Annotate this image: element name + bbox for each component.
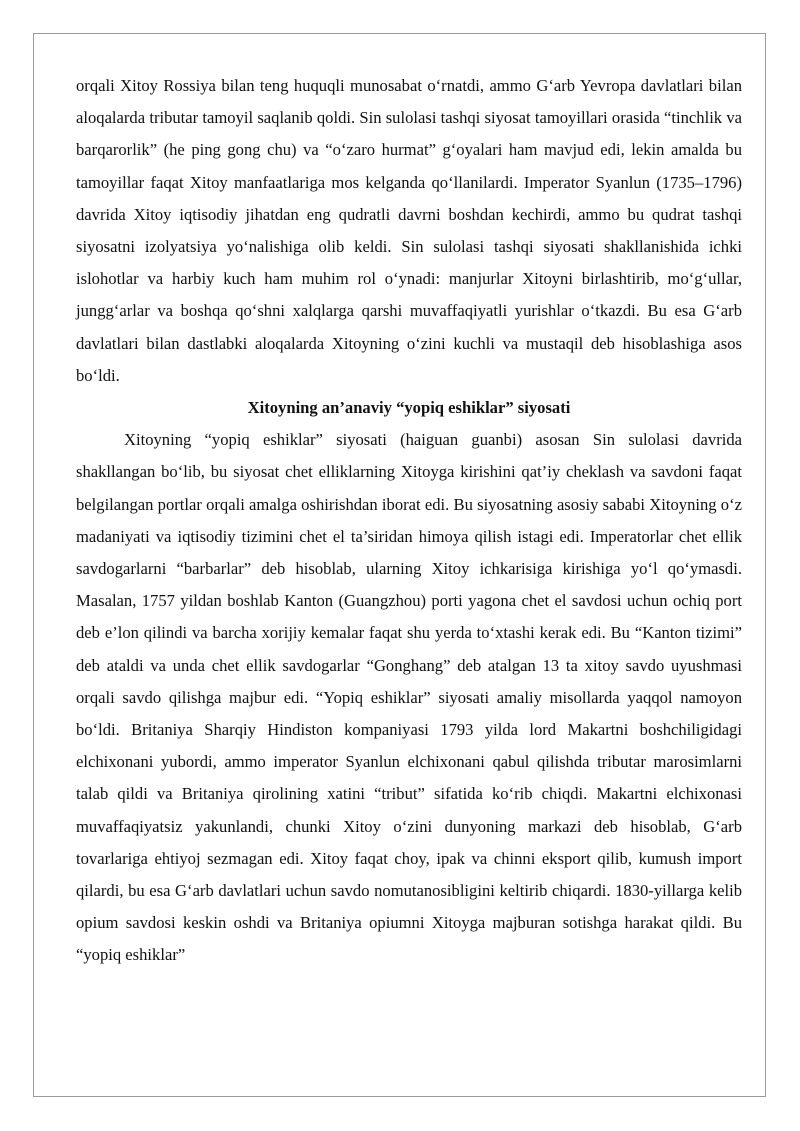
body-paragraph-2: Xitoyning “yopiq eshiklar” siyosati (haiguan guanbi) asosan Sin sulolasi davrida shakllangan bo‘lib, bu siyosat chet elliklarning Xitoyga kirishini qat’iy cheklash va savdoni faqat belgilangan portlar orqali amalga oshirishdan iborat edi. Bu siyosatning asosiy sababi Xitoyning o‘z madaniyati va iqtisodiy tizimini chet el ta’siridan himoya qilish istagi edi. Imperatorlar chet ellik savdogarlarni “barbarlar” deb hisoblab, ularning Xitoy ichkarisiga kirishiga yo‘l qo‘ymasdi. Masalan, 1757 yildan boshlab Kanton (Guangzhou) porti yagona chet el savdosi uchun ochiq port deb e’lon qilindi va barcha xorijiy kemalar faqat shu yerda to‘xtashi kerak edi. Bu “Kanton tizimi” deb ataldi va unda chet ellik savdogarlar “Gonghang” deb atalgan 13 ta xitoy savdo uyushmasi orqali savdo qilishga majbur edi. “Yopiq eshiklar” siyosati amaliy misollarda yaqqol namoyon bo‘ldi. Britaniya Sharqiy Hindiston kompaniyasi 1793 yilda lord Makartni boshchiligidagi elchixonani yubordi, ammo imperator Syanlun elchixonani qabul qilishda tributar marosimlarni talab qildi va Britaniya qirolining xatini “tribut” sifatida ko‘rib chiqdi. Makartni elchixonasi muvaffaqiyatsiz yakunlandi, chunki Xitoy o‘zini dunyoning markazi deb hisoblab, G‘arb tovarlariga ehtiyoj sezmagan edi. Xitoy faqat choy, ipak va chinni eksport qilib, kumush import qilardi, bu esa G‘arb davlatlari uchun savdo nomutanosibligini keltirib chiqardi. 1830-yillarga kelib opium savdosi keskin oshdi va Britaniya opiumni Xitoyga majburan sotishga harakat qildi. Bu “yopiq eshiklar” xyxy=(76,430,742,965)
document-body xyxy=(76,70,742,972)
body-paragraph-1: orqali Xitoy Rossiya bilan teng huquqli munosabat o‘rnatdi, ammo G‘arb Yevropa davlatlari bilan aloqalarda tributar tamoyil saqlanib qoldi. Sin sulolasi tashqi siyosat tamoyillari orasida “tinchlik va barqarorlik” (he ping gong chu) va “o‘zaro hurmat” g‘oyalari ham mavjud edi, lekin amalda bu tamoyillar faqat Xitoy manfaatlariga mos kelganda qo‘llanilardi. Imperator Syanlun (1735–1796) davrida Xitoy iqtisodiy jihatdan eng qudratli davrni boshdan kechirdi, ammo bu qudrat tashqi siyosatni izolyatsiya yo‘nalishiga olib keldi. Sin sulolasi tashqi siyosati shakllanishida ichki islohotlar va harbiy kuch ham muhim rol o‘ynadi: manjurlar Xitoyni birlashtirib, mo‘g‘ullar, jungg‘arlar va boshqa qo‘shni xalqlarga qarshi muvaffaqiyatli yurishlar o‘tkazdi. Bu esa G‘arb davlatlari bilan dastlabki aloqalarda Xitoyning o‘zini kuchli va mustaqil deb hisoblashiga asos bo‘ldi. xyxy=(76,76,742,385)
section-heading: Xitoyning an’anaviy “yopiq eshiklar” siyosati xyxy=(247,398,571,418)
